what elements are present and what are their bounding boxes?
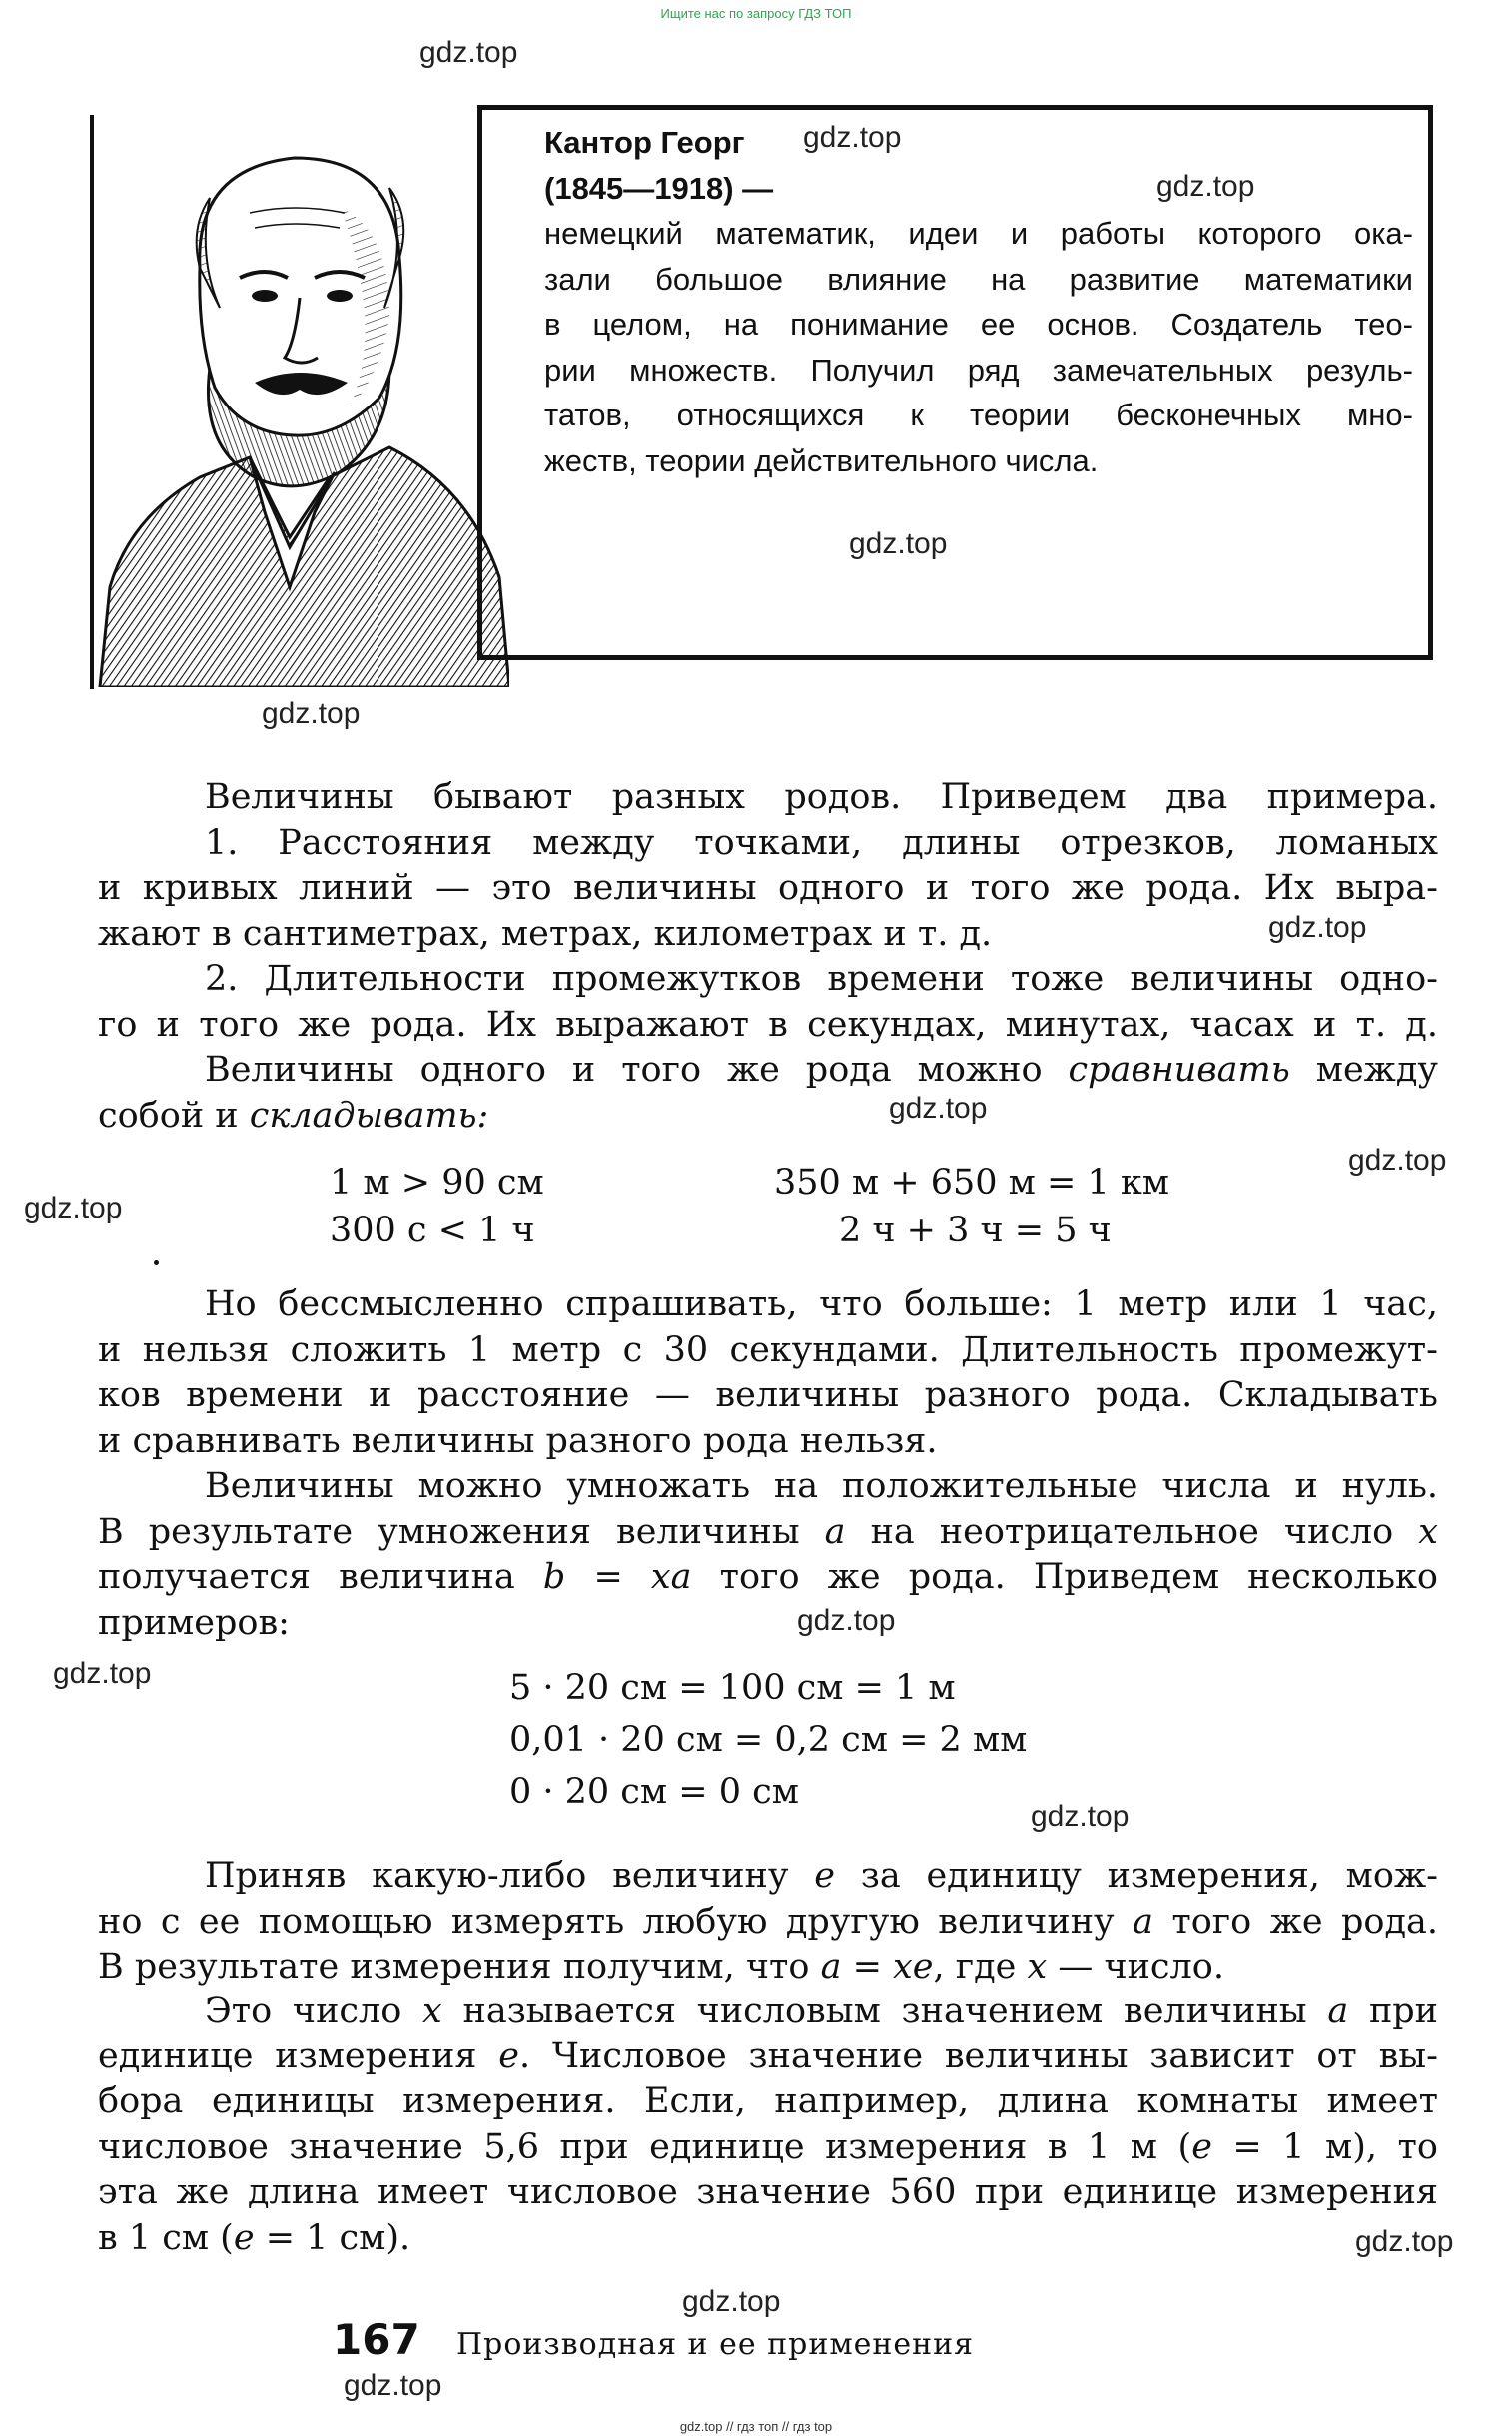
paragraph-time-intervals <box>98 957 1438 1048</box>
watermark: gdz.top <box>1348 1144 1447 1177</box>
watermark: gdz.top <box>53 1657 152 1690</box>
example-add-length: 350 м + 650 м = 1 км <box>774 1163 1169 1203</box>
bio-name: Кантор Георг <box>544 125 745 160</box>
text-line: ков времени и расстояние — величины разного рода. Складывать <box>98 1375 1438 1415</box>
text-line: и нельзя сложить 1 метр с 30 секундами. Длительность промежут- <box>98 1329 1438 1370</box>
example-multiply-5: 5 · 20 см = 100 см = 1 м <box>509 1668 956 1708</box>
bio-line: жеств, теории действительного числа. <box>544 442 1099 478</box>
paragraph-compare-add <box>98 1048 1438 1139</box>
example-compare-time: 300 с < 1 ч <box>330 1211 535 1250</box>
text-line: 2. Длительности промежутков времени тоже величины одно- <box>205 959 1438 999</box>
watermark: gdz.top <box>1355 2225 1454 2258</box>
watermark: gdz.top <box>262 697 361 730</box>
text-line: единице измерения e. Числовое значение величины зависит от вы- <box>98 2035 1438 2076</box>
text-line: Но бессмысленно спрашивать, что больше: 1 метр или 1 час, <box>205 1284 1438 1324</box>
bio-dates: (1845—1918) — <box>544 170 774 206</box>
text-line: В результате умножения величины a на неотрицательное число x <box>98 1511 1438 1552</box>
watermark: gdz.top <box>889 1092 988 1125</box>
paragraph-multiplication <box>98 1464 1438 1646</box>
bio-line: немецкий математик, идеи и работы которого ока- <box>544 216 1413 251</box>
text-line: Величины бывают разных родов. Приведем два примера. <box>205 777 1438 817</box>
text-line: го и того же рода. Их выражают в секундах, минутах, часах и т. д. <box>98 1004 1438 1045</box>
text-line: примеров: <box>98 1602 290 1643</box>
text-line: получается величина b = xa того же рода. Приведем несколько <box>98 1557 1439 1597</box>
watermark: gdz.top <box>344 2369 442 2402</box>
example-multiply-001: 0,01 · 20 см = 0,2 см = 2 мм <box>509 1720 1028 1760</box>
top-search-note: Ищите нас по запросу ГДЗ ТОП <box>660 6 852 21</box>
paragraph-unit-of-measure <box>98 1854 1438 1991</box>
text-line: и кривых линий — это величины одного и того же рода. Их выра- <box>98 868 1438 908</box>
bio-line: рии множеств. Получил ряд замечательных резуль- <box>544 352 1413 388</box>
paragraph-kinds-of-quantities <box>98 775 1438 957</box>
bio-line: татов, относящихся к теории бесконечных мно- <box>544 398 1413 432</box>
text-line: Приняв какую-либо величину e за единицу измерения, мож- <box>205 1856 1438 1896</box>
text-line: бора единицы измерения. Если, например, длина комнаты имеет <box>98 2081 1438 2121</box>
text-line: жают в сантиметрах, метрах, километрах и т. д. <box>98 913 993 954</box>
paragraph-different-kinds <box>98 1282 1438 1464</box>
text-line: 1. Расстояния между точками, длины отрезков, ломаных <box>205 822 1438 863</box>
text-line: и сравнивать величины разного рода нельзя. <box>98 1420 938 1461</box>
portrait-engraving-icon <box>90 118 509 687</box>
text-line: В результате измерения получим, что a = xe, где x — число. <box>98 1947 1224 1987</box>
watermark: gdz.top <box>803 121 902 154</box>
example-compare-length: 1 м > 90 см <box>330 1163 544 1203</box>
paragraph-numerical-value <box>98 1989 1438 2261</box>
text-line: в 1 см (e = 1 см). <box>98 2217 411 2258</box>
watermark: gdz.top <box>1031 1800 1130 1833</box>
watermark: gdz.top <box>849 527 948 560</box>
watermark: gdz.top <box>24 1192 123 1224</box>
text-line: Величины можно умножать на положительные числа и нуль. <box>205 1466 1438 1506</box>
watermark: gdz.top <box>1268 911 1367 944</box>
chapter-title: Производная и ее применения <box>456 2327 975 2362</box>
text-line: числовое значение 5,6 при единице измерения в 1 м (e = 1 м), то <box>98 2126 1438 2167</box>
text-line: Величины одного и того же рода можно сравнивать между <box>205 1050 1439 1090</box>
example-multiply-0: 0 · 20 см = 0 см <box>509 1772 799 1812</box>
text-line: эта же длина имеет числовое значение 560 при единице измерения <box>98 2172 1438 2212</box>
watermark: gdz.top <box>797 1604 896 1637</box>
watermark: gdz.top <box>419 36 518 69</box>
speck <box>154 1260 159 1265</box>
biography-text <box>544 120 1413 483</box>
text-line: собой и складывать: <box>98 1095 489 1136</box>
text-line: Это число x называется числовым значением величины a при <box>205 1991 1439 2030</box>
bio-line: зали большое влияние на развитие математики <box>544 261 1413 297</box>
page-number: 167 <box>333 2315 420 2364</box>
watermark: gdz.top <box>682 2285 781 2318</box>
bio-line: в целом, на понимание ее основ. Создатель тео- <box>544 307 1413 342</box>
watermark: gdz.top <box>1156 170 1255 203</box>
example-add-time: 2 ч + 3 ч = 5 ч <box>839 1211 1112 1250</box>
bottom-note: gdz.top // гдз топ // гдз top <box>679 2419 833 2434</box>
text-line: но с ее помощью измерять любую другую величину a того же рода. <box>98 1901 1439 1942</box>
